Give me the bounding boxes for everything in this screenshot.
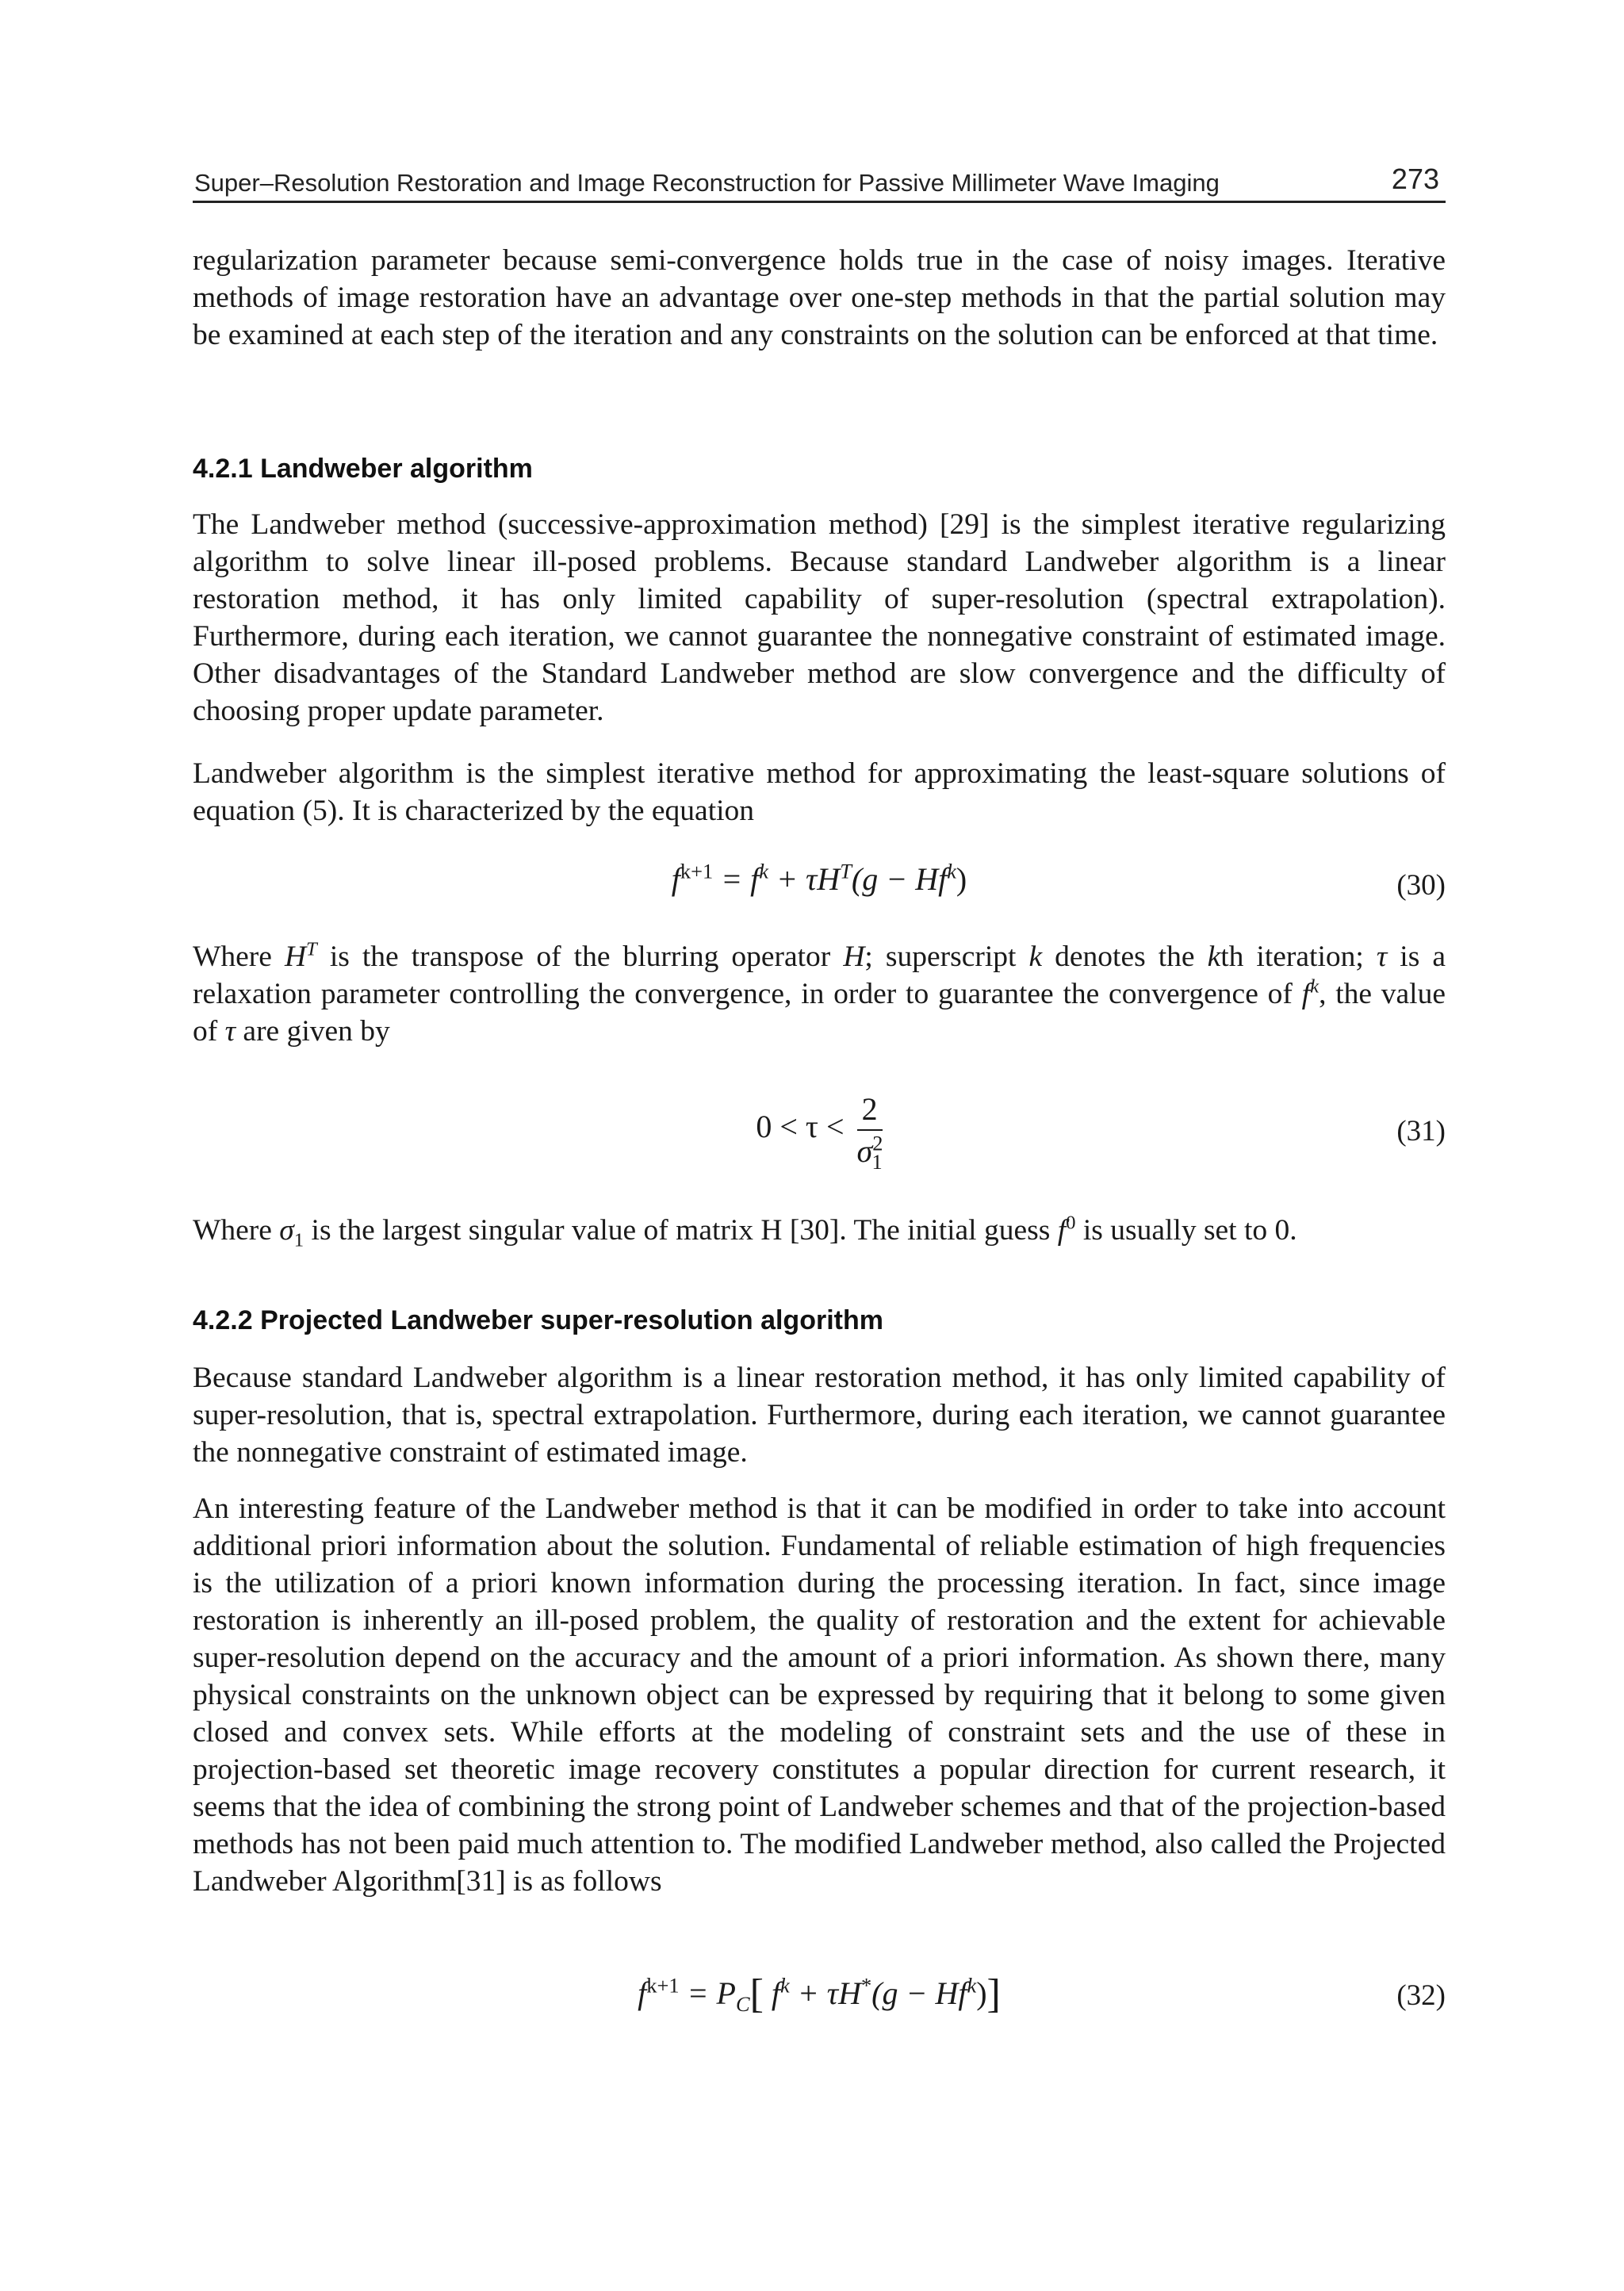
equation-30 — [193, 860, 1446, 916]
equation-31-fraction: $\frac{2}{\sigma^2_1}$ — [856, 1091, 883, 1174]
section-heading-4-2-1: 4.2.1 Landweber algorithm — [193, 454, 533, 484]
equation-31-expression: 0 < τ < $\frac{2}{\sigma^2_1}$ — [756, 1091, 883, 1174]
paragraph-intro: regularization parameter because semi-convergence holds true in the case of noisy images. Iterative methods of image restoration have an advantage over one-step methods in that the partial solution may be examined at each step of the iteration and any constraints on the solution can be enforced at that time. — [193, 244, 1446, 351]
paragraph-landweber-2: Landweber algorithm is the simplest iterative method for approximating the least-square solutions of equation (5). It is characterized by the equation — [193, 757, 1446, 827]
paragraph-projected-1: Because standard Landweber algorithm is a linear restoration method, it has only limited capability of super-resolution, that is, spectral extrapolation. Furthermore, during each iteration, we cannot guarantee the nonnegative constraint of estimated image. — [193, 1362, 1446, 1469]
section-heading-4-2-2: 4.2.2 Projected Landweber super-resolution algorithm — [193, 1305, 883, 1335]
paragraph-where-sigma: Where $\sigma_1$ is the largest singular value of matrix H [30]. The initial guess $f^0$ is usually set to 0. — [193, 1212, 1297, 1251]
equation-32-expression: $f^{k+1} = P_C$[ $f^k + \tau H^*(g - Hf^k)$] — [638, 1971, 1001, 2017]
equation-32-number: (32) — [1396, 1979, 1446, 2012]
equation-32 — [193, 1971, 1446, 2026]
equation-30-number: (30) — [1396, 869, 1446, 902]
paragraph-landweber-1: The Landweber method (successive-approximation method) [29] is the simplest iterative regularizing algorithm to solve linear ill-posed problems. Because standard Landweber algorithm is a linear restoration method, it has only limited capability of super-resolution (spectral extrapolation). Furthermore, during each iteration, we cannot guarantee the nonnegative constraint of estimated image. Other disadvantages of the Standard Landweber method are slow convergence and the difficulty of choosing proper update parameter. — [193, 508, 1446, 727]
paragraph-projected-2: An interesting feature of the Landweber method is that it can be modified in order to take into account additional priori information about the solution. Fundamental of reliable estimation of high frequencies is the utilization of a priori known information during the processing iteration. In fact, since image restoration is inherently an ill-posed problem, the quality of restoration and the extent for achievable super-resolution depend on the accuracy and the amount of a priori information. As shown there, many physical constraints on the unknown object can be expressed by requiring that it belong to some given closed and convex sets. While efforts at the modeling of constraint sets and the use of these in projection-based set theoretic image recovery constitutes a popular direction for current research, it seems that the idea of combining the strong point of Landweber schemes and that of the projection-based methods has not been paid much attention to. The modified Landweber method, also called the Projected Landweber Algorithm[31] is as follows — [193, 1492, 1446, 1898]
paragraph-where-ht: Where $H^T$ is the transpose of the blurring operator H; superscript k denotes the kth iteration; τ is a relaxation parameter controlling the convergence, in order to guarantee the convergence of $f^k$, the value of τ are given by — [193, 938, 1446, 1048]
equation-30-expression: $f^{k+1} = f^k + \tau H^T(g - Hf^k)$ — [671, 859, 967, 897]
equation-31 — [193, 1090, 1446, 1186]
page-number: 273 — [1391, 163, 1439, 195]
running-header — [193, 163, 1446, 203]
equation-31-number: (31) — [1396, 1115, 1446, 1147]
running-title: Super–Resolution Restoration and Image Reconstruction for Passive Millimeter Wave Imaging — [194, 169, 1220, 197]
